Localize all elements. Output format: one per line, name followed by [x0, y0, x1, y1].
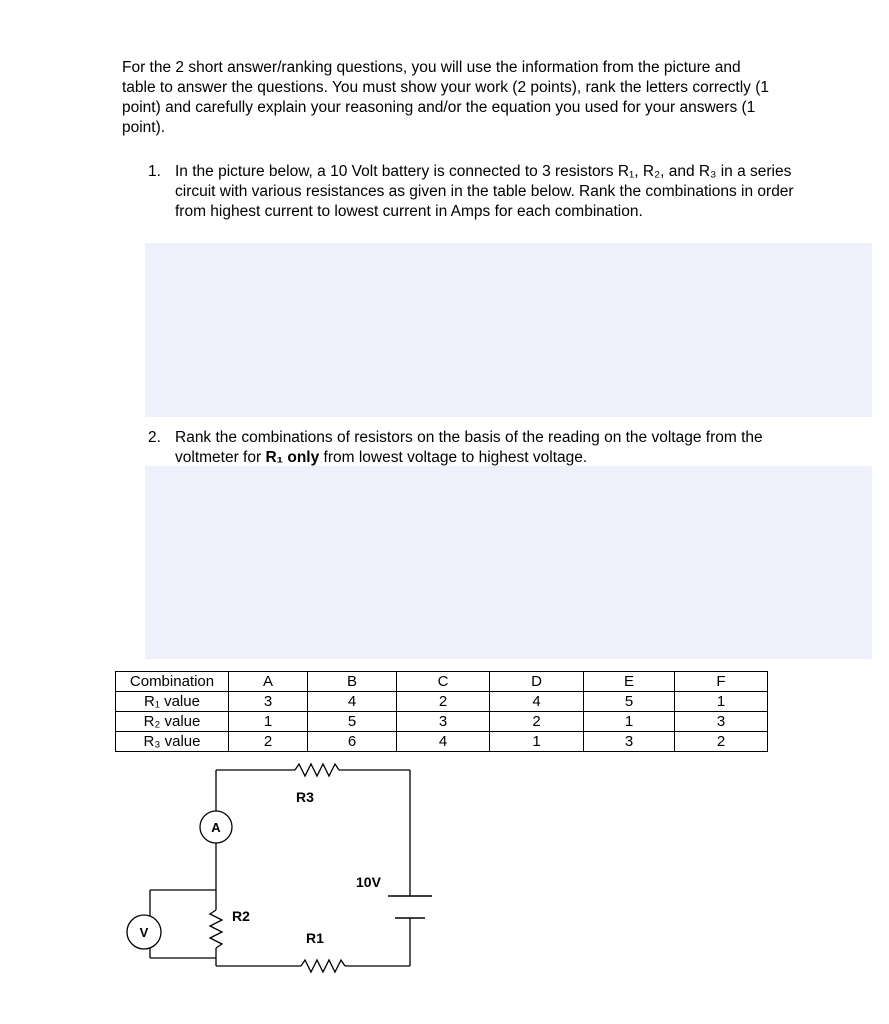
question-2-text-bold: R₁ only: [265, 449, 320, 466]
table-cell: 4: [397, 732, 490, 752]
table-header-cell: E: [584, 672, 675, 692]
table-cell: 1: [675, 692, 768, 712]
table-cell: 5: [584, 692, 675, 712]
table-cell: 2: [397, 692, 490, 712]
table-header-cell: B: [308, 672, 397, 692]
r1-label: [306, 930, 324, 946]
table-cell: 3: [584, 732, 675, 752]
table-cell: 4: [490, 692, 584, 712]
r3-label-text: R3: [296, 789, 314, 805]
table-cell: R₂ value: [116, 712, 229, 732]
ammeter-label: A: [211, 820, 221, 835]
table-cell: 6: [308, 732, 397, 752]
instructions-paragraph: For the 2 short answer/ranking questions, you will use the information from the picture and table to answer the questions. You must show your work (2 points), rank the letters correctly (1 point) and carefully explain your reasoning and/or the equation you used for your answers (1 point).: [122, 59, 770, 136]
table-cell: 4: [308, 692, 397, 712]
table-header-cell: A: [229, 672, 308, 692]
table-cell: 2: [490, 712, 584, 732]
battery-label: 10V: [356, 874, 381, 890]
question-1-number: 1.: [148, 163, 161, 180]
r2-label: [232, 908, 250, 924]
table-cell: 3: [397, 712, 490, 732]
resistor-r2: [210, 910, 222, 948]
table-cell: R₁ value: [116, 692, 229, 712]
table-header-cell: D: [490, 672, 584, 692]
table-cell: R₃ value: [116, 732, 229, 752]
table-cell: 2: [229, 732, 308, 752]
question-2-text-after: from lowest voltage to highest voltage.: [319, 449, 588, 466]
r1-label-text: R1: [306, 930, 324, 946]
question-2-number: 2.: [148, 429, 161, 446]
r2-label-text: R2: [232, 908, 250, 924]
table-cell: 5: [308, 712, 397, 732]
table-header-cell: F: [675, 672, 768, 692]
table-cell: 1: [229, 712, 308, 732]
table-cell: 3: [675, 712, 768, 732]
table-cell: 1: [584, 712, 675, 732]
table-header-cell: C: [397, 672, 490, 692]
resistor-r3: [295, 764, 339, 776]
resistor-r1: [301, 960, 345, 972]
question-1-text: In the picture below, a 10 Volt battery is connected to 3 resistors R₁, R₂, and R₃ in a series circuit with various resistances as given in the table below. Rank the combinations in order from highest current to lowest current in Amps for each combination.: [175, 163, 794, 220]
table-cell: 3: [229, 692, 308, 712]
table-header-cell: Combination: [116, 672, 229, 692]
question-2-text-before: Rank the combinations of resistors on the basis of the reading on the voltage from the voltmeter for: [175, 429, 763, 466]
table-cell: 2: [675, 732, 768, 752]
voltmeter-label: V: [139, 925, 149, 940]
r3-label: [296, 789, 314, 805]
table-cell: 1: [490, 732, 584, 752]
